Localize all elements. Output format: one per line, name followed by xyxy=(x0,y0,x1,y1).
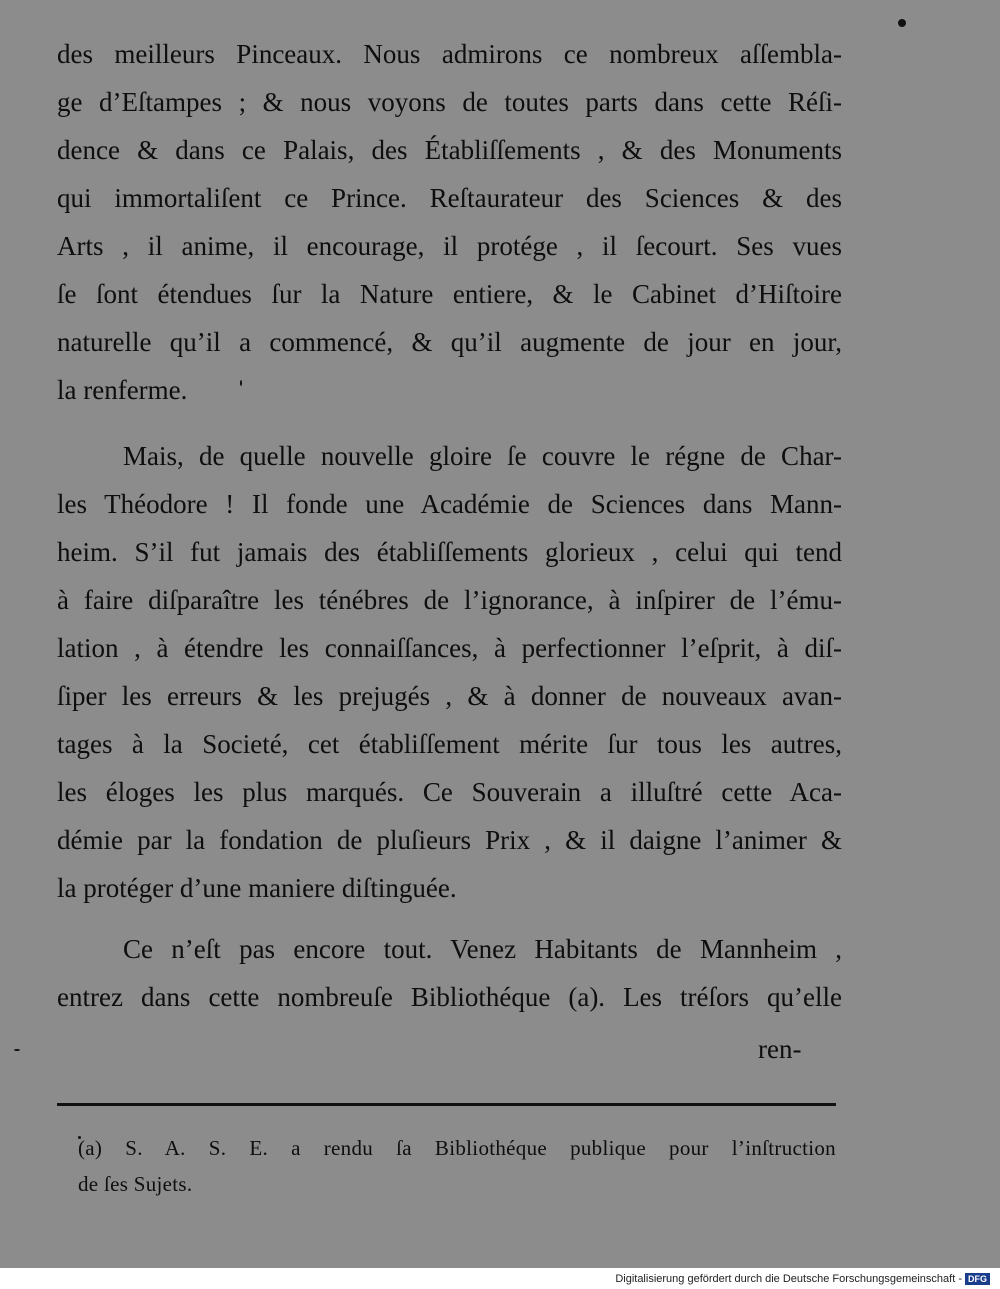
footnote xyxy=(78,1130,836,1202)
text-line: ſe ſont étendues ſur la Nature entiere, & le Cabinet d’Hiſtoire xyxy=(57,279,842,309)
text-line: à faire diſparaître les ténébres de l’ignorance, à inſpirer de l’ému- xyxy=(57,585,842,615)
text-line: naturelle qu’il a commencé, & qu’il augmente de jour en jour, xyxy=(57,327,842,357)
text-line: les Théodore ! Il fonde une Académie de Sciences dans Mann- xyxy=(57,489,842,519)
paragraph-bibliotheque xyxy=(57,925,842,1021)
credit-text: Digitalisierung gefördert durch die Deutsche Forschungsgemeinschaft - xyxy=(615,1273,962,1285)
paragraph-academie xyxy=(57,432,842,912)
footnote-line: de ſes Sujets. xyxy=(78,1172,193,1196)
text-line: démie par la fondation de pluſieurs Prix , & il daigne l’animer & xyxy=(57,825,842,855)
text-line: Arts , il anime, il encourage, il protége , il ſecourt. Ses vues xyxy=(57,231,842,261)
text-line: dence & dans ce Palais, des Établiſſements , & des Monuments xyxy=(57,135,842,165)
text-line: entrez dans cette nombreuſe Bibliothéque (a). Les tréſors qu’elle xyxy=(57,982,842,1012)
text-line: la renferme. xyxy=(57,375,188,405)
dfg-logo-icon: DFG xyxy=(965,1273,990,1285)
text-line: Mais, de quelle nouvelle gloire ſe couvre le régne de Char- xyxy=(123,441,842,471)
text-line: Ce n’eſt pas encore tout. Venez Habitants de Mannheim , xyxy=(123,934,842,964)
text-line: la protéger d’une maniere diſtinguée. xyxy=(57,873,457,903)
catchword: ren- xyxy=(758,1034,802,1064)
digitization-credit xyxy=(615,1272,990,1286)
text-line: ſiper les erreurs & les prejugés , & à donner de nouveaux avan- xyxy=(57,681,842,711)
ink-speck xyxy=(898,19,906,27)
text-line: les éloges les plus marqués. Ce Souverain a illuſtré cette Aca- xyxy=(57,777,842,807)
text-line: ge d’Eſtampes ; & nous voyons de toutes parts dans cette Réſi- xyxy=(57,87,842,117)
text-line: qui immortaliſent ce Prince. Reſtaurateur des Sciences & des xyxy=(57,183,842,213)
text-line: tages à la Societé, cet établiſſement mérite ſur tous les autres, xyxy=(57,729,842,759)
text-line: des meilleurs Pinceaux. Nous admirons ce nombreux aſſembla- xyxy=(57,39,842,69)
footnote-rule xyxy=(57,1103,836,1106)
ink-speck xyxy=(14,1049,20,1051)
text-line: heim. S’il fut jamais des établiſſements glorieux , celui qui tend xyxy=(57,537,842,567)
footnote-line: (a) S. A. S. E. a rendu ſa Bibliothéque publique pour l’inſtruction xyxy=(78,1136,836,1160)
paragraph-continuation xyxy=(57,30,842,414)
text-line: lation , à étendre les connaiſſances, à perfectionner l’eſprit, à diſ- xyxy=(57,633,842,663)
